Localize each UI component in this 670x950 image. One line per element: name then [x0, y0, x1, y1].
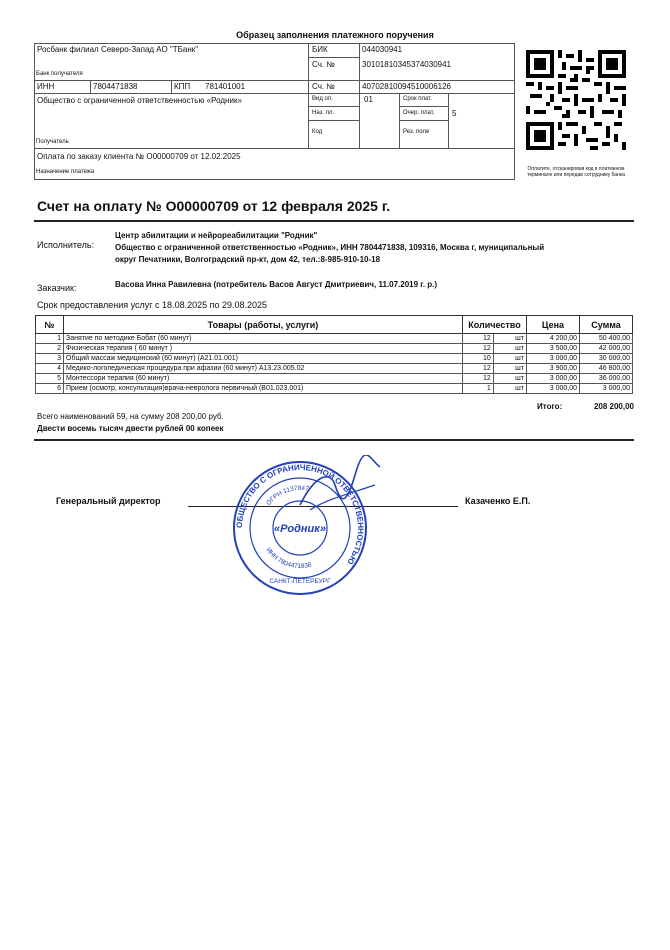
row-price: 3 000,00	[527, 354, 580, 364]
table-row	[36, 334, 633, 344]
row-unit: шт	[493, 354, 526, 364]
row-number: 1	[36, 334, 64, 344]
row-sum: 3 000,00	[580, 384, 633, 394]
svg-text:ИНН 7804471838: ИНН 7804471838	[264, 546, 313, 571]
executor-line-3: округ Печатники, Волгоградский пр-кт, дом 42, тел.:8-985-910-10-18	[115, 255, 381, 264]
service-period: Срок предоставления услуг с 18.08.2025 по 29.08.2025	[37, 300, 268, 310]
naz-pl-label: Наз. пл.	[312, 110, 335, 116]
invoice-title: Счет на оплату № О00000709 от 12 февраля 2025 г.	[37, 198, 391, 214]
customer-label: Заказчик:	[37, 283, 77, 293]
col-quantity: Количество	[463, 316, 527, 334]
row-sum: 46 800,00	[580, 364, 633, 374]
row-name: Занятие по методике Бобат (60 минут)	[64, 334, 463, 344]
row-name: Монтессори терапия (60 минут)	[64, 374, 463, 384]
total-label: Итого:	[537, 402, 563, 411]
row-quantity: 12	[463, 334, 494, 344]
row-name: Общий массаж медицинский (60 минут) (А21.01.001)	[64, 354, 463, 364]
row-unit: шт	[493, 344, 526, 354]
row-number: 2	[36, 344, 64, 354]
table-row	[36, 384, 633, 394]
summary-count: Всего наименований 59, на сумму 208 200,00 руб.	[37, 412, 224, 421]
goods-table	[35, 315, 633, 394]
customer-value: Васова Инна Равилевна (потребитель Васов Август Дмитриевич, 11.07.2019 г. р.)	[115, 280, 438, 289]
table-row	[36, 374, 633, 384]
row-unit: шт	[493, 334, 526, 344]
row-number: 5	[36, 374, 64, 384]
row-quantity: 12	[463, 374, 494, 384]
row-price: 3 500,00	[527, 344, 580, 354]
payment-purpose: Оплата по заказу клиента № О00000709 от 12.02.2025	[37, 152, 241, 161]
table-row	[36, 354, 633, 364]
kpp-value: 781401001	[205, 82, 246, 91]
col-price: Цена	[527, 316, 580, 334]
account-value: 40702810094510006126	[362, 82, 451, 91]
row-quantity: 1	[463, 384, 494, 394]
table-row	[36, 364, 633, 374]
ocher-label: Очер. плат.	[403, 110, 435, 116]
goods-table-header	[36, 316, 633, 334]
row-price: 3 000,00	[527, 384, 580, 394]
table-row	[36, 344, 633, 354]
recipient-label: Получатель	[36, 139, 69, 145]
row-price: 4 200,00	[527, 334, 580, 344]
row-name: Медико-логопедическая процедура при афазии (60 минут) А13.23.005.02	[64, 364, 463, 374]
executor-line-1: Центр абилитации и нейрореабилитации "Родник"	[115, 231, 318, 240]
row-price: 3 000,00	[527, 374, 580, 384]
vid-op-label: Вид оп.	[312, 96, 333, 102]
qr-code-image	[526, 50, 626, 150]
account-label: Сч. №	[312, 82, 335, 91]
row-sum: 30 000,00	[580, 354, 633, 364]
col-goods: Товары (работы, услуги)	[64, 316, 463, 334]
inn-label: ИНН	[37, 82, 55, 91]
srok-label: Срок плат.	[403, 96, 433, 102]
row-number: 4	[36, 364, 64, 374]
signer-name: Казаченко Е.П.	[465, 496, 531, 506]
company-stamp	[230, 458, 370, 598]
row-sum: 42 000,00	[580, 344, 633, 354]
row-sum: 50 400,00	[580, 334, 633, 344]
col-number: №	[36, 316, 64, 334]
executor-line-2: Общество с ограниченной ответственностью «Родник», ИНН 7804471838, 109316, Москва г, муниципальный	[115, 243, 545, 252]
row-unit: шт	[493, 374, 526, 384]
corr-account-label: Сч. №	[312, 60, 335, 69]
kpp-label: КПП	[174, 82, 191, 91]
svg-text:ОГРН 1137847: ОГРН 1137847	[265, 484, 310, 507]
bik-label: БИК	[312, 45, 328, 54]
row-unit: шт	[493, 364, 526, 374]
row-number: 3	[36, 354, 64, 364]
rez-label: Рез. поле	[403, 129, 430, 135]
svg-text:«Родник»: «Родник»	[274, 523, 326, 535]
row-quantity: 12	[463, 344, 494, 354]
executor-label: Исполнитель:	[37, 240, 95, 250]
purpose-label: Назначение платежа	[36, 169, 95, 175]
inn-value: 7804471838	[93, 82, 138, 91]
summary-words: Двести восемь тысяч двести рублей 00 копеек	[37, 424, 224, 433]
row-price: 3 900,00	[527, 364, 580, 374]
row-name: Прием (осмотр, консультация)врача-невролога первичный (В01.023.001)	[64, 384, 463, 394]
svg-text:САНКТ-ПЕТЕРБУРГ: САНКТ-ПЕТЕРБУРГ	[269, 578, 331, 585]
vid-op-value: 01	[364, 95, 373, 104]
row-sum: 36 000,00	[580, 374, 633, 384]
ocher-value: 5	[452, 109, 457, 118]
bank-name: Росбанк филиал Северо-Запад АО "ТБанк"	[37, 45, 199, 54]
row-unit: шт	[493, 384, 526, 394]
col-sum: Сумма	[580, 316, 633, 334]
kod-label: Код	[312, 129, 323, 135]
recipient-name: Общество с ограниченной ответственностью «Родник»	[37, 96, 242, 105]
form-title: Образец заполнения платежного поручения	[236, 30, 434, 40]
row-quantity: 10	[463, 354, 494, 364]
row-quantity: 12	[463, 364, 494, 374]
row-name: Физическая терапия ( 60 минут )	[64, 344, 463, 354]
bank-label: Банк получателя	[36, 71, 83, 77]
signer-position: Генеральный директор	[56, 496, 161, 506]
bik-value: 044030941	[362, 45, 403, 54]
svg-text:ОБЩЕСТВО С ОГРАНИЧЕННОЙ ОТВЕТС: ОБЩЕСТВО С ОГРАНИЧЕННОЙ ОТВЕТСТВЕННОСТЬЮ	[234, 462, 366, 567]
corr-account-value: 30101810345374030941	[362, 60, 451, 69]
total-value: 208 200,00	[593, 402, 634, 411]
qr-caption: Оплатите, отсканировав код в платежном терминале или передав сотруднику банка	[527, 166, 625, 178]
row-number: 6	[36, 384, 64, 394]
